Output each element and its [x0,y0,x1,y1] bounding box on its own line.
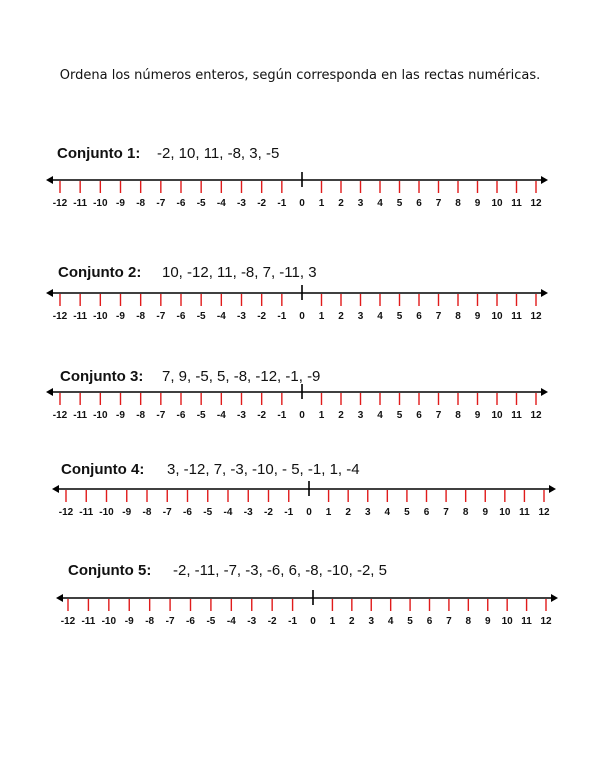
tick-label: -7 [156,410,166,421]
right-arrow-icon [541,388,548,396]
tick-label: -5 [196,198,206,209]
left-arrow-icon [52,485,59,493]
tick-label: -3 [237,198,246,209]
tick-label: -1 [284,507,294,518]
tick-label: 7 [443,507,449,518]
tick-label: -9 [116,198,125,209]
number-line [0,578,600,638]
tick-label: -2 [264,507,273,518]
tick-label: -8 [136,198,146,209]
tick-label: 8 [465,616,472,627]
tick-label: -9 [122,507,132,518]
tick-label: 7 [446,616,452,627]
tick-label: -5 [196,311,206,322]
tick-label: -3 [237,311,246,322]
tick-label: 1 [325,507,332,518]
tick-label: -10 [99,507,114,518]
left-arrow-icon [46,388,53,396]
tick-label: -8 [136,410,146,421]
tick-label: -12 [52,311,68,322]
tick-label: 5 [404,507,410,518]
tick-label: 2 [338,198,344,209]
tick-label: 3 [364,507,371,518]
tick-label: -11 [73,198,88,209]
tick-label: -12 [52,198,68,209]
set-title: Conjunto 4: [61,461,145,478]
tick-label: -6 [183,507,192,518]
tick-label: 0 [299,311,305,322]
tick-label: 10 [501,616,513,627]
tick-label: -9 [116,410,125,421]
tick-label: 3 [368,616,375,627]
tick-label: 8 [462,507,469,518]
tick-label: -6 [186,616,195,627]
tick-label: 2 [349,616,355,627]
tick-label: -7 [162,507,172,518]
number-line [0,160,600,220]
tick-label: 1 [318,410,325,421]
tick-label: 6 [423,507,430,518]
tick-label: -7 [156,198,166,209]
tick-label: 0 [299,410,305,421]
set-title: Conjunto 1: [57,145,141,162]
tick-label: -3 [237,410,246,421]
right-arrow-icon [549,485,556,493]
tick-label: -1 [288,616,298,627]
tick-label: -4 [216,410,226,421]
tick-label: -3 [243,507,253,518]
tick-label: 12 [530,198,542,209]
tick-label: -7 [165,616,175,627]
tick-label: -11 [79,507,94,518]
tick-label: -7 [156,311,166,322]
tick-label: 9 [484,616,491,627]
tick-label: 2 [338,311,344,322]
tick-label: 3 [357,410,364,421]
tick-label: -4 [223,507,233,518]
tick-label: 11 [511,410,522,421]
tick-label: -11 [73,311,88,322]
tick-label: 6 [426,616,433,627]
tick-label: 0 [306,507,312,518]
tick-label: -11 [73,410,88,421]
tick-label: 12 [538,507,550,518]
tick-label: -6 [176,410,186,421]
instruction-text: Ordena los números enteros, según corresponda en las rectas numéricas. [59,68,541,83]
tick-label: 10 [491,198,503,209]
tick-label: 8 [455,198,461,209]
tick-label: 5 [407,616,413,627]
tick-label: -4 [226,616,236,627]
set-numbers: 10, -12, 11, -8, 7, -11, 3 [162,264,317,281]
right-arrow-icon [541,176,548,184]
tick-label: 5 [396,311,403,322]
tick-label: 10 [491,410,503,421]
tick-label: 12 [530,410,542,421]
tick-label: -1 [277,311,287,322]
tick-label: 4 [377,410,383,421]
tick-label: 9 [482,507,489,518]
left-arrow-icon [56,594,63,602]
set-numbers: -2, -11, -7, -3, -6, 6, -8, -10, -2, 5 [173,562,387,579]
tick-label: 10 [491,311,503,322]
tick-label: 9 [474,198,481,209]
tick-label: 8 [455,410,461,421]
number-line [0,372,600,432]
tick-label: 11 [511,311,522,322]
set-title: Conjunto 3: [60,368,144,385]
tick-label: -4 [216,198,226,209]
tick-label: -3 [247,616,257,627]
tick-label: 10 [499,507,511,518]
tick-label: -2 [267,616,277,627]
tick-label: -4 [216,311,226,322]
tick-label: 9 [474,410,481,421]
tick-label: 6 [416,198,422,209]
tick-label: -1 [277,198,287,209]
number-line [0,469,600,529]
tick-label: -5 [203,507,213,518]
tick-label: 4 [384,507,391,518]
tick-label: 3 [357,198,364,209]
tick-label: -10 [101,616,117,627]
tick-label: 4 [377,311,383,322]
tick-label: 0 [299,198,305,209]
tick-label: 4 [377,198,383,209]
tick-label: 11 [511,198,522,209]
tick-label: 6 [416,311,422,322]
tick-label: -8 [145,616,155,627]
tick-label: -5 [196,410,206,421]
tick-label: -2 [257,410,267,421]
tick-label: 5 [396,198,403,209]
tick-label: 7 [435,198,442,209]
tick-label: 9 [474,311,481,322]
tick-label: -10 [93,410,108,421]
tick-label: 11 [521,616,532,627]
set-title: Conjunto 2: [58,264,142,281]
tick-label: 5 [396,410,403,421]
tick-label: -5 [206,616,216,627]
tick-label: -2 [257,198,267,209]
left-arrow-icon [46,176,53,184]
tick-label: 12 [530,311,542,322]
right-arrow-icon [541,289,548,297]
tick-label: 1 [318,198,325,209]
tick-label: -11 [81,616,96,627]
set-numbers: 7, 9, -5, 5, -8, -12, -1, -9 [162,368,321,385]
tick-label: 0 [310,616,316,627]
set-numbers: -2, 10, 11, -8, 3, -5 [157,145,280,162]
tick-label: 12 [540,616,552,627]
tick-label: -9 [124,616,134,627]
tick-label: -8 [142,507,152,518]
tick-label: -2 [257,311,267,322]
right-arrow-icon [551,594,558,602]
tick-label: -9 [116,311,125,322]
tick-label: 8 [455,311,461,322]
tick-label: -12 [60,616,76,627]
tick-label: -10 [93,311,108,322]
tick-label: 1 [329,616,336,627]
set-numbers: 3, -12, 7, -3, -10, - 5, -1, 1, -4 [167,461,360,478]
tick-label: -12 [52,410,68,421]
tick-label: -6 [176,311,186,322]
tick-label: 11 [519,507,530,518]
tick-label: 2 [338,410,344,421]
tick-label: 6 [416,410,422,421]
tick-label: 3 [357,311,364,322]
number-line [0,273,600,333]
tick-label: 7 [435,410,442,421]
tick-label: -12 [58,507,74,518]
tick-label: -6 [176,198,186,209]
tick-label: 7 [435,311,442,322]
left-arrow-icon [46,289,53,297]
tick-label: -10 [93,198,108,209]
set-title: Conjunto 5: [68,562,152,579]
tick-label: -1 [277,410,287,421]
tick-label: 4 [387,616,394,627]
tick-label: -8 [136,311,146,322]
tick-label: 1 [318,311,325,322]
tick-label: 2 [345,507,351,518]
